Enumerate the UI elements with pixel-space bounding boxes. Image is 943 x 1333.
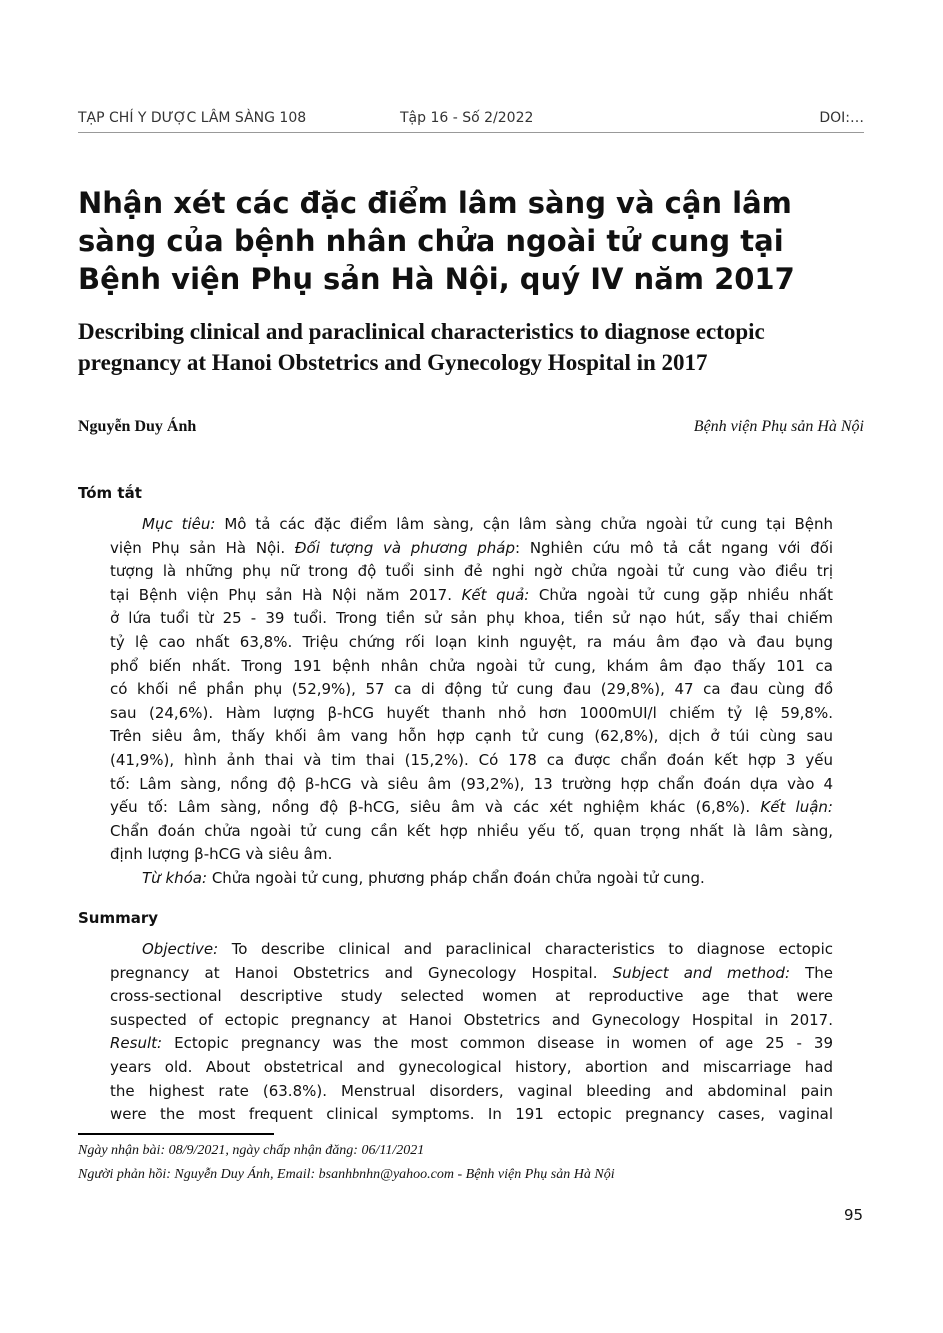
abstract-en-heading: Summary [78, 909, 159, 927]
italic-label: Mục tiêu: [142, 515, 216, 533]
text-run: Mô tả các đặc điểm lâm sàng, cận lâm sàng chửa ngoài tử cung tại Bệnh [215, 515, 833, 533]
text-line [110, 537, 833, 561]
title-line: pregnancy at Hanoi Obstetrics and Gynecology Hospital in 2017 [78, 350, 708, 375]
title-line: Bệnh viện Phụ sản Hà Nội, quý IV năm 2017 [78, 262, 795, 296]
italic-label: Từ khóa: [142, 868, 208, 887]
text-line [110, 655, 833, 679]
text-run: viện Phụ sản Hà Nội. [110, 538, 295, 557]
text-run: tỷ lệ cao nhất 63,8%. Triệu chứng rối loạn kinh nguyệt, ra máu âm đạo và đau bụng [110, 632, 833, 651]
title-vietnamese [78, 184, 878, 298]
abstract-en-body [110, 938, 833, 1127]
text-line [110, 843, 833, 867]
text-line [110, 1080, 833, 1104]
abstract-vi-heading: Tóm tắt [78, 484, 142, 502]
italic-label: Kết luận: [760, 798, 833, 817]
text-line [110, 513, 833, 537]
italic-label: Đối tượng và phương pháp [294, 538, 516, 557]
text-line [110, 1056, 833, 1080]
text-run: tố: Lâm sàng, nồng độ β-hCG và siêu âm (93,2%), 13 trường hợp chẩn đoán dựa vào 4 [110, 774, 833, 793]
text-line [110, 560, 833, 584]
text-run: sau (24,6%). Hàm lượng β-hCG huyết thanh nhỏ hơn 1000mUI/l chiếm tỷ lệ 59,8%. [110, 703, 833, 722]
text-run: có khối nề phần phụ (52,9%), 57 ca di động tử cung đau (29,8%), 47 ca đau cùng đồ [110, 680, 833, 699]
title-english [78, 316, 878, 378]
text-run: Chửa ngoài tử cung, phương pháp chẩn đoán chửa ngoài tử cung. [207, 868, 705, 887]
text-run: cross-sectional descriptive study selected women at reproductive age that were [110, 987, 833, 1006]
text-run: yếu tố: Lâm sàng, nồng độ β-hCG, siêu âm và các xét nghiệm khác (6,8%). [110, 798, 761, 817]
text-line [110, 725, 833, 749]
italic-label: Kết quả: [461, 585, 530, 604]
text-run: tại Bệnh viện Phụ sản Hà Nội năm 2017. [110, 585, 462, 604]
running-header [78, 110, 864, 133]
italic-label: Subject and method: [612, 963, 791, 982]
title-line: Describing clinical and paraclinical characteristics to diagnose ectopic [78, 319, 765, 344]
text-line [110, 938, 833, 962]
text-run: were the most frequent clinical symptoms. In 191 ectopic pregnancy cases, vaginal [110, 1105, 833, 1124]
italic-label: Objective: [142, 940, 219, 958]
text-run: Chửa ngoài tử cung gặp nhiều nhất [529, 585, 834, 604]
title-line: Nhận xét các đặc điểm lâm sàng và cận lâm [78, 186, 792, 220]
author: Nguyễn Duy Ánh [78, 418, 197, 435]
text-line [110, 678, 833, 702]
text-run: định lượng β-hCG và siêu âm. [110, 845, 333, 864]
text-run: Ectopic pregnancy was the most common disease in women of age 25 - 39 [162, 1034, 833, 1053]
text-run: (41,9%), hình ảnh thai và tim thai (15,2%). Có 178 ca được chẩn đoán kết hợp 3 yếu [110, 750, 833, 769]
text-run: : Nghiên cứu mô tả cắt ngang với đối [515, 538, 833, 557]
doi: DOI:… [819, 110, 864, 126]
text-line [110, 867, 833, 891]
journal-name: TẠP CHÍ Y DƯỢC LÂM SÀNG 108 [78, 110, 307, 126]
text-line [110, 820, 833, 844]
italic-label: Result: [110, 1034, 163, 1053]
text-run: suspected of ectopic pregnancy at Hanoi Obstetrics and Gynecology Hospital in 2017. [110, 1010, 833, 1029]
text-run: years old. About obstetrical and gynecological history, abortion and miscarriage had [110, 1057, 833, 1076]
text-run: ở lứa tuổi từ 25 - 39 tuổi. Trong tiền sử sản phụ khoa, tiền sử nạo hút, sẩy thai chiếm [110, 609, 833, 628]
text-line [110, 985, 833, 1009]
page-number: 95 [844, 1206, 864, 1224]
text-run: Trên siêu âm, thấy khối âm vang hỗn hợp cạnh tử cung (62,8%), dịch ở túi cùng sau [110, 727, 833, 746]
text-run: Chẩn đoán chửa ngoài tử cung cần kết hợp nhiều yếu tố, quan trọng nhất là lâm sàng, [110, 821, 833, 840]
text-line [110, 702, 833, 726]
text-line [110, 1103, 833, 1127]
text-run: The [790, 963, 833, 982]
issue-info: Tập 16 - Số 2/2022 [400, 110, 534, 126]
text-line [110, 962, 833, 986]
text-run: the highest rate (63.8%). Menstrual disorders, vaginal bleeding and abdominal pain [110, 1081, 833, 1100]
text-run: tượng là những phụ nữ trong độ tuổi sinh đẻ nghi ngờ chửa ngoài tử cung vào điều trị [110, 562, 833, 581]
footnote-dates: Ngày nhận bài: 08/9/2021, ngày chấp nhận đăng: 06/11/2021 [78, 1143, 425, 1158]
text-run: phổ biến nhất. Trong 191 bệnh nhân chửa ngoài tử cung, khám âm đạo thấy 101 ca [110, 656, 833, 675]
text-line [110, 1009, 833, 1033]
text-line [110, 773, 833, 797]
text-run: pregnancy at Hanoi Obstetrics and Gynecology Hospital. [110, 963, 613, 982]
text-line [110, 749, 833, 773]
abstract-vi-body [110, 513, 833, 891]
affiliation: Bệnh viện Phụ sản Hà Nội [693, 418, 864, 435]
footnote-correspondence: Người phản hồi: Nguyễn Duy Ánh, Email: bsanhbnhn@yahoo.com - Bệnh viện Phụ sản Hà Nội [78, 1167, 615, 1182]
text-line [110, 607, 833, 631]
text-line [110, 796, 833, 820]
text-run: To describe clinical and paraclinical characteristics to diagnose ectopic [218, 940, 833, 958]
footnote-divider [78, 1133, 274, 1135]
text-line [110, 1032, 833, 1056]
title-line: sàng của bệnh nhân chửa ngoài tử cung tại [78, 224, 784, 258]
text-line [110, 631, 833, 655]
text-line [110, 584, 833, 608]
